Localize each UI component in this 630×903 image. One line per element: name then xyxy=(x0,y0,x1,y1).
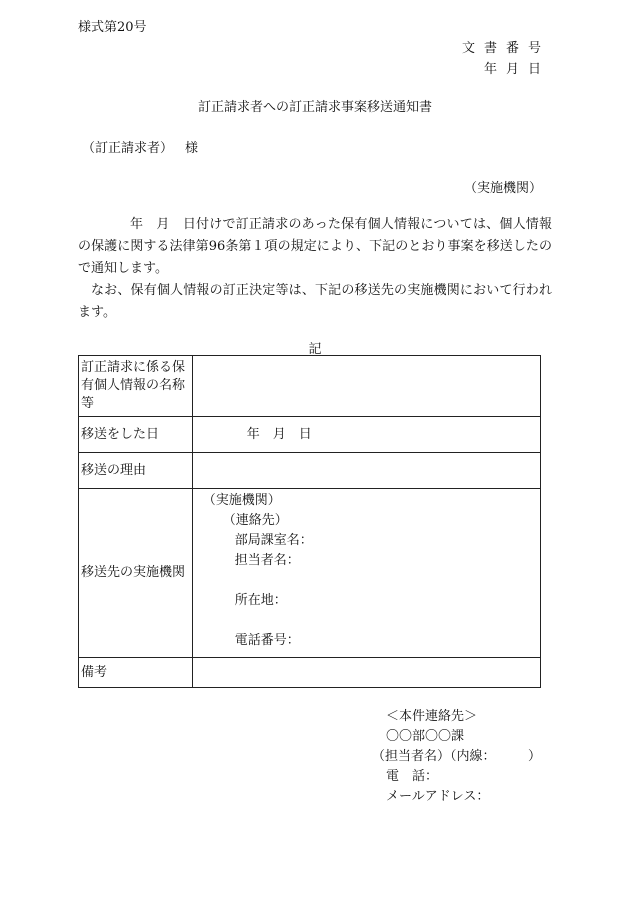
remarks-value xyxy=(192,658,540,688)
remarks-label: 備考 xyxy=(79,658,193,688)
dest-department: 部局課室名： xyxy=(234,533,313,548)
table-row xyxy=(79,453,541,489)
dest-agency: （実施機関） xyxy=(202,493,281,508)
transfer-reason-value xyxy=(192,453,540,489)
destination-agency-label: 移送先の実施機関 xyxy=(79,489,193,658)
issuer-agency: （実施機関） xyxy=(463,181,542,196)
table-row xyxy=(79,417,541,453)
body-text xyxy=(78,214,552,324)
addressee-honorific: 様 xyxy=(185,141,199,156)
contact-department: 〇〇部〇〇課 xyxy=(386,729,465,744)
transfer-reason-label: 移送の理由 xyxy=(79,453,193,489)
transfer-date-value: 年 月 日 xyxy=(192,417,540,453)
destination-agency-value xyxy=(192,489,540,658)
date-label: 年月日 xyxy=(483,62,550,77)
body-paragraph-1: 年 月 日付けで訂正請求のあった保有個人情報については、個人情報の保護に関する法律第96条第１項の規定により、下記のとおり事案を移送したので通知します。 xyxy=(78,217,552,276)
body-paragraph-2: なお、保有個人情報の訂正決定等は、下記の移送先の実施機関において行われます。 xyxy=(78,283,552,320)
contact-person-extension: （担当者名）（内線： ） xyxy=(372,749,542,764)
transfer-date-label: 移送をした日 xyxy=(79,417,193,453)
form-number: 様式第20号 xyxy=(78,20,147,35)
contact-footer xyxy=(372,707,541,807)
table-row xyxy=(79,658,541,688)
ki-heading: 記 xyxy=(308,342,322,357)
info-name-label: 訂正請求に係る保有個人情報の名称等 xyxy=(79,356,193,417)
addressee-label: （訂正請求者） xyxy=(82,141,174,156)
info-name-value xyxy=(192,356,540,417)
document-title: 訂正請求者への訂正請求事案移送通知書 xyxy=(197,100,432,115)
dest-phone: 電話番号： xyxy=(234,633,300,648)
contact-email: メールアドレス： xyxy=(386,789,490,804)
contact-phone: 電 話： xyxy=(386,769,439,784)
dest-contact: （連絡先） xyxy=(222,513,288,528)
dest-address: 所在地： xyxy=(234,593,287,608)
table-row xyxy=(79,356,541,417)
transfer-details-table xyxy=(78,355,541,688)
table-row xyxy=(79,489,541,658)
dest-person: 担当者名： xyxy=(234,553,300,568)
contact-heading: ＜本件連絡先＞ xyxy=(386,709,478,724)
document-number-label: 文書番号 xyxy=(461,41,550,56)
